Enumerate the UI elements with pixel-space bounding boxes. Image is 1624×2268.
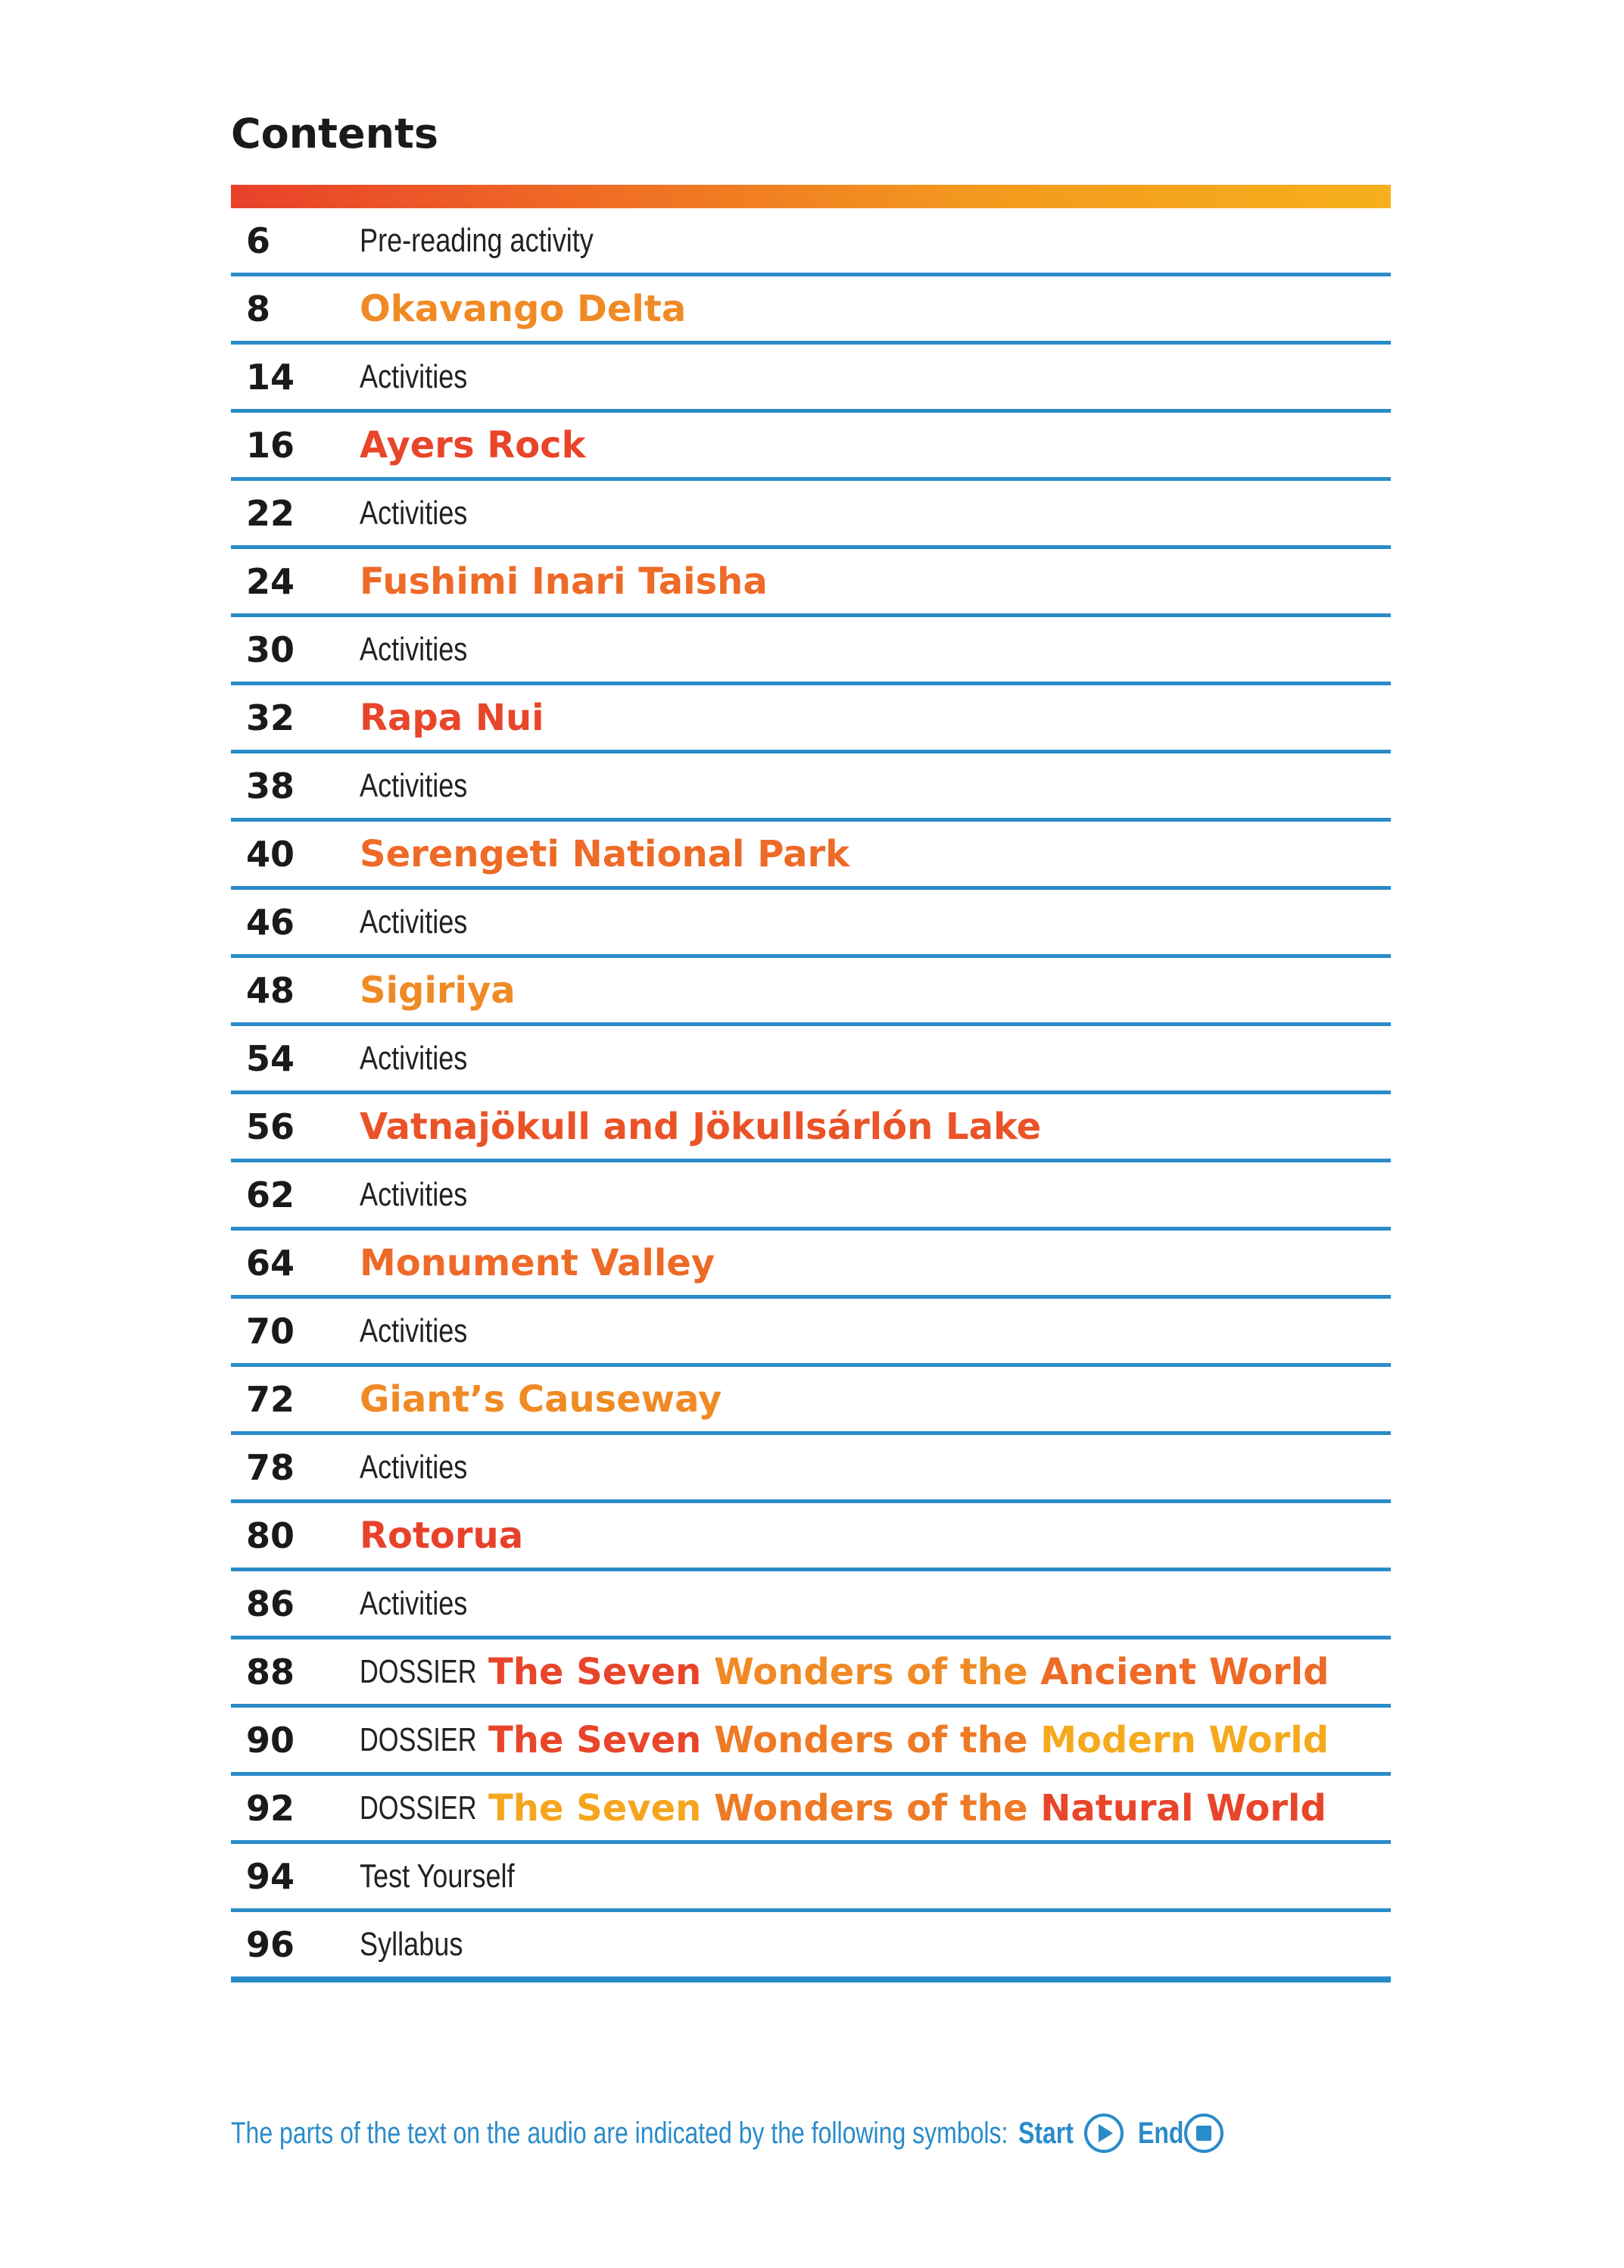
toc-row bbox=[231, 1708, 1391, 1776]
toc-row bbox=[231, 1299, 1391, 1367]
toc-page-number: 72 bbox=[246, 1378, 295, 1420]
toc-page-number: 88 bbox=[246, 1651, 295, 1692]
toc-chapter-title: Vatnajökull and Jökullsárlón Lake bbox=[360, 1105, 1042, 1148]
toc-row bbox=[231, 1639, 1391, 1708]
toc-dossier-title-part: The Seven bbox=[488, 1786, 715, 1830]
toc-page-number: 94 bbox=[246, 1855, 295, 1897]
toc-dossier-title-part: The Seven bbox=[488, 1718, 715, 1761]
toc-chapter-title: Fushimi Inari Taisha bbox=[360, 560, 768, 603]
toc-page-number: 54 bbox=[246, 1037, 295, 1079]
toc-row bbox=[231, 1231, 1391, 1299]
toc-page-number: 80 bbox=[246, 1515, 295, 1556]
toc-page-number: 8 bbox=[246, 288, 271, 329]
toc-section-label: Activities bbox=[360, 1448, 468, 1486]
toc-chapter-title: Monument Valley bbox=[360, 1241, 715, 1284]
toc-row bbox=[231, 958, 1391, 1026]
toc-row bbox=[231, 1435, 1391, 1503]
toc-row bbox=[231, 1844, 1391, 1912]
end-label: End bbox=[1138, 2116, 1184, 2150]
toc-page-number: 6 bbox=[246, 220, 271, 261]
audio-legend bbox=[231, 2113, 1224, 2154]
stop-circle-icon bbox=[1183, 2113, 1224, 2154]
toc-row bbox=[231, 1503, 1391, 1571]
toc-row bbox=[231, 1094, 1391, 1162]
toc-row bbox=[231, 276, 1391, 345]
play-circle-icon bbox=[1083, 2113, 1124, 2154]
toc-section-label: Activities bbox=[360, 1312, 468, 1349]
toc-dossier-title-part: Wonders of the bbox=[714, 1718, 1041, 1761]
toc-chapter-title: Sigiriya bbox=[360, 969, 516, 1012]
toc-page-number: 92 bbox=[246, 1787, 295, 1829]
toc-page-number: 64 bbox=[246, 1242, 295, 1284]
toc-dossier-tag: DOSSIER bbox=[360, 1652, 477, 1690]
toc-row bbox=[231, 822, 1391, 890]
toc-row bbox=[231, 1026, 1391, 1094]
toc-page-number: 86 bbox=[246, 1583, 295, 1624]
toc-row bbox=[231, 1162, 1391, 1231]
toc-row bbox=[231, 549, 1391, 617]
toc-page-number: 40 bbox=[246, 833, 295, 875]
toc-page-number: 38 bbox=[246, 765, 295, 806]
toc-row bbox=[231, 617, 1391, 685]
audio-legend-text: The parts of the text on the audio are indicated by the following symbols: bbox=[231, 2116, 1008, 2150]
header-gradient-bar bbox=[231, 185, 1391, 208]
toc-chapter-title: Ayers Rock bbox=[360, 423, 586, 466]
toc-page-number: 96 bbox=[246, 1923, 295, 1965]
toc-section-label: Activities bbox=[360, 1039, 468, 1077]
toc-chapter-title: Giant’s Causeway bbox=[360, 1377, 722, 1421]
toc-page-number: 22 bbox=[246, 492, 295, 534]
toc-dossier-title-part: Modern World bbox=[1040, 1718, 1329, 1761]
toc-row bbox=[231, 413, 1391, 481]
toc-section-label: Activities bbox=[360, 766, 468, 804]
toc-chapter-title: Serengeti National Park bbox=[360, 832, 850, 875]
toc-page-number: 32 bbox=[246, 697, 295, 738]
toc-page-number: 14 bbox=[246, 356, 295, 398]
toc-row bbox=[231, 753, 1391, 822]
page-title: Contents bbox=[231, 110, 439, 158]
toc-chapter-title: Rapa Nui bbox=[360, 696, 544, 739]
toc-dossier-tag: DOSSIER bbox=[360, 1720, 477, 1758]
toc-page-number: 90 bbox=[246, 1719, 295, 1761]
toc-page-number: 56 bbox=[246, 1106, 295, 1147]
toc-section-label: Activities bbox=[360, 630, 468, 668]
toc-dossier-title-part: Wonders of the bbox=[714, 1786, 1041, 1830]
toc-row bbox=[231, 1367, 1391, 1435]
toc-row bbox=[231, 481, 1391, 549]
toc-dossier-title-part: Ancient World bbox=[1040, 1650, 1329, 1693]
toc-section-label: Activities bbox=[360, 357, 468, 395]
toc-chapter-title: Okavango Delta bbox=[360, 287, 687, 330]
toc-section-label: Pre-reading activity bbox=[360, 221, 594, 259]
toc-section-label: Test Yourself bbox=[360, 1857, 515, 1895]
toc-dossier-title-part: Natural World bbox=[1040, 1786, 1326, 1830]
toc-row bbox=[231, 1776, 1391, 1844]
toc-dossier-title bbox=[488, 1651, 1329, 1693]
toc-row bbox=[231, 890, 1391, 958]
toc-page-number: 48 bbox=[246, 969, 295, 1011]
toc-row bbox=[231, 345, 1391, 413]
toc-section-label: Activities bbox=[360, 903, 468, 941]
start-label: Start bbox=[1018, 2116, 1074, 2150]
toc-section-label: Activities bbox=[360, 1584, 468, 1622]
toc-page-number: 46 bbox=[246, 901, 295, 943]
toc-page-number: 24 bbox=[246, 560, 295, 602]
toc-row bbox=[231, 208, 1391, 276]
table-of-contents bbox=[231, 208, 1391, 1983]
toc-section-label: Activities bbox=[360, 1175, 468, 1213]
toc-chapter-title: Rotorua bbox=[360, 1514, 524, 1557]
toc-row bbox=[231, 685, 1391, 753]
toc-row bbox=[231, 1571, 1391, 1639]
toc-page-number: 30 bbox=[246, 629, 295, 670]
toc-dossier-title-part: The Seven bbox=[488, 1650, 715, 1693]
toc-section-label: Syllabus bbox=[360, 1925, 463, 1963]
toc-dossier-title bbox=[488, 1719, 1329, 1761]
toc-page-number: 16 bbox=[246, 424, 295, 466]
toc-page-number: 62 bbox=[246, 1174, 295, 1215]
toc-page-number: 70 bbox=[246, 1310, 295, 1352]
toc-dossier-title-part: Wonders of the bbox=[714, 1650, 1041, 1693]
toc-dossier-tag: DOSSIER bbox=[360, 1789, 477, 1827]
toc-dossier-title bbox=[488, 1787, 1326, 1830]
toc-page-number: 78 bbox=[246, 1446, 295, 1488]
toc-row bbox=[231, 1912, 1391, 1983]
toc-section-label: Activities bbox=[360, 494, 468, 532]
